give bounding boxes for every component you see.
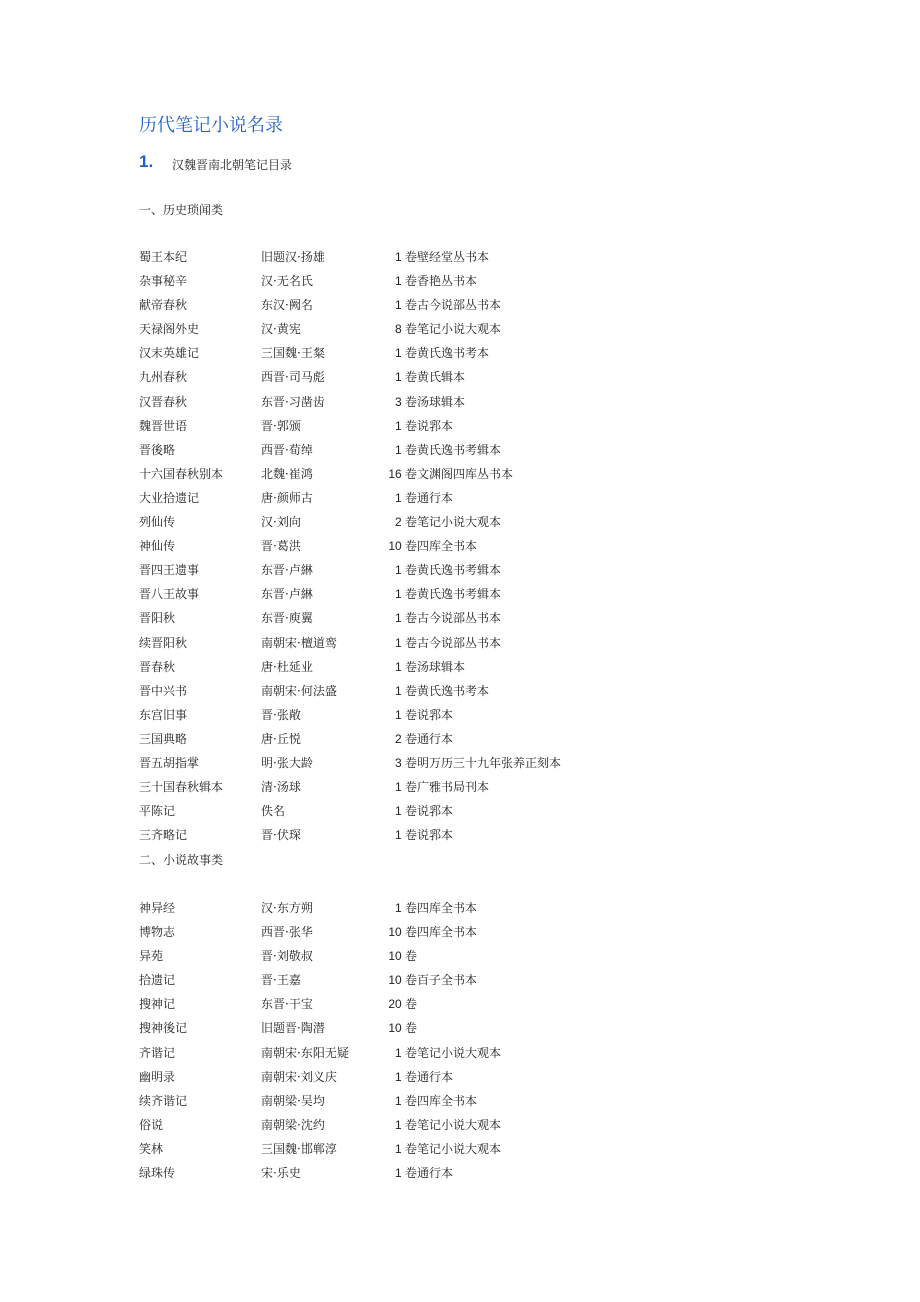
entry-edition: 四库全书本 — [417, 925, 478, 940]
entry-volumes: 1 卷 — [394, 442, 417, 457]
entry-row — [139, 1015, 699, 1039]
entry-volumes: 1 卷 — [394, 611, 417, 626]
entry-title: 晋八王故事 — [139, 587, 200, 602]
entry-title: 晋四王遗事 — [139, 563, 200, 578]
entry-edition: 百子全书本 — [417, 973, 478, 988]
entry-edition: 古今说部丛书本 — [417, 298, 502, 313]
entry-volumes: 1 卷 — [394, 901, 417, 915]
entry-row — [139, 991, 699, 1015]
entry-row — [139, 919, 699, 943]
entry-author: 晋·刘敬叔 — [261, 949, 313, 964]
entry-volumes: 3 卷 — [394, 755, 417, 770]
entry-title: 幽明录 — [139, 1069, 176, 1084]
entry-author: 晋·王嘉 — [261, 973, 301, 988]
entry-author: 南朝梁·沈约 — [261, 1117, 325, 1132]
entry-edition: 通行本 — [417, 1069, 454, 1084]
entry-edition: 古今说部丛书本 — [417, 611, 502, 626]
entry-title: 晋春秋 — [139, 659, 176, 674]
entry-edition: 黄氏逸书考辑本 — [417, 563, 502, 578]
entry-author: 东晋·干宝 — [261, 997, 313, 1012]
entry-row — [139, 485, 699, 509]
entry-volumes: 1 卷 — [394, 780, 417, 795]
entry-volumes: 1 卷 — [394, 418, 417, 433]
entry-title: 续晋阳秋 — [139, 635, 188, 650]
entry-title: 蜀王本纪 — [139, 250, 188, 264]
entry-title: 三国典略 — [139, 731, 188, 746]
entry-title: 东宫旧事 — [139, 707, 188, 722]
entry-author: 南朝宋·东阳无疑 — [261, 1045, 349, 1060]
entry-edition: 笔记小说大观本 — [417, 1117, 502, 1132]
entry-title: 续齐谐记 — [139, 1093, 188, 1108]
entry-author: 南朝宋·刘义庆 — [261, 1069, 337, 1084]
entry-row — [139, 389, 699, 413]
entry-author: 东晋·卢綝 — [261, 563, 313, 578]
entry-edition: 壁经堂丛书本 — [417, 250, 490, 264]
entry-author: 三国魏·王粲 — [261, 346, 325, 361]
entry-title: 神异经 — [139, 901, 176, 915]
entry-edition: 黄氏逸书考辑本 — [417, 587, 502, 602]
entry-volumes: 1 卷 — [394, 828, 417, 843]
entry-edition: 通行本 — [417, 731, 454, 746]
entry-edition: 黄氏辑本 — [417, 370, 466, 385]
entry-title: 平陈记 — [139, 804, 176, 819]
entry-row — [139, 413, 699, 437]
entry-volumes: 10 卷 — [388, 949, 417, 964]
section-heading: 二、小说故事类 — [139, 853, 224, 867]
entry-title: 晋阳秋 — [139, 611, 176, 626]
entry-volumes: 1 卷 — [394, 1093, 417, 1108]
entry-volumes: 10 卷 — [388, 1021, 417, 1036]
entry-row — [139, 605, 699, 629]
entry-author: 三国魏·邯郸淳 — [261, 1141, 337, 1156]
entry-title: 十六国春秋别本 — [139, 466, 224, 481]
entry-volumes: 2 卷 — [394, 731, 417, 746]
entry-edition: 四库全书本 — [417, 901, 478, 915]
entry-edition: 文渊阁四库丛书本 — [417, 466, 514, 481]
entry-author: 东晋·卢綝 — [261, 587, 313, 602]
entry-volumes: 20 卷 — [388, 997, 417, 1012]
entry-edition: 四库全书本 — [417, 1093, 478, 1108]
entry-volumes: 1 卷 — [394, 1141, 417, 1156]
entry-row — [139, 822, 699, 846]
entry-row — [139, 702, 699, 726]
entry-author: 东晋·习凿齿 — [261, 394, 325, 409]
entry-author: 唐·颜师古 — [261, 490, 313, 505]
page-title: 历代笔记小说名录 — [139, 115, 283, 136]
entry-author: 南朝梁·吴均 — [261, 1093, 325, 1108]
entry-volumes: 1 卷 — [394, 298, 417, 313]
entry-row — [139, 654, 699, 678]
entry-author: 晋·张敞 — [261, 707, 301, 722]
entry-row — [139, 1088, 699, 1112]
entry-title: 天禄阁外史 — [139, 322, 200, 337]
entry-volumes: 1 卷 — [394, 346, 417, 361]
entry-list — [139, 244, 699, 846]
entry-row — [139, 461, 699, 485]
entry-volumes: 1 卷 — [394, 250, 417, 264]
entry-title: 齐谐记 — [139, 1045, 176, 1060]
entry-title: 献帝春秋 — [139, 298, 188, 313]
entry-author: 佚名 — [261, 804, 286, 819]
entry-author: 晋·伏琛 — [261, 828, 301, 843]
entry-volumes: 1 卷 — [394, 1069, 417, 1084]
entry-volumes: 2 卷 — [394, 515, 417, 530]
entry-author: 东汉·阙名 — [261, 298, 313, 313]
entry-title: 笑林 — [139, 1141, 164, 1156]
entry-edition: 明万历三十九年张养正刻本 — [417, 755, 562, 770]
entry-title: 三十国春秋辑本 — [139, 780, 224, 795]
entry-title: 搜神记 — [139, 997, 176, 1012]
entry-author: 旧题晋·陶潜 — [261, 1021, 325, 1036]
entry-volumes: 1 卷 — [394, 707, 417, 722]
entry-title: 晋五胡指掌 — [139, 755, 200, 770]
entry-row — [139, 340, 699, 364]
entry-row — [139, 268, 699, 292]
entry-title: 俗说 — [139, 1117, 164, 1132]
entry-row — [139, 557, 699, 581]
entry-author: 清·汤球 — [261, 780, 301, 795]
entry-row — [139, 774, 699, 798]
entry-volumes: 16 卷 — [388, 466, 417, 481]
entry-title: 神仙传 — [139, 539, 176, 554]
entry-volumes: 3 卷 — [394, 394, 417, 409]
entry-row — [139, 678, 699, 702]
entry-row — [139, 364, 699, 388]
entry-edition: 笔记小说大观本 — [417, 515, 502, 530]
entry-row — [139, 244, 699, 268]
entry-row — [139, 798, 699, 822]
entry-edition: 黄氏逸书考辑本 — [417, 442, 502, 457]
entry-title: 晋後略 — [139, 442, 176, 457]
section-heading: 一、历史琐闻类 — [139, 203, 224, 217]
entry-title: 魏晋世语 — [139, 418, 188, 433]
entry-title: 杂事秘辛 — [139, 274, 188, 289]
entry-row — [139, 316, 699, 340]
entry-volumes: 10 卷 — [388, 539, 417, 554]
entry-row — [139, 726, 699, 750]
entry-title: 大业拾遗记 — [139, 490, 200, 505]
entry-edition: 说郛本 — [417, 828, 454, 843]
entry-volumes: 8 卷 — [394, 322, 417, 337]
entry-edition: 黄氏逸书考本 — [417, 346, 490, 361]
entry-row — [139, 1160, 699, 1184]
entry-title: 异苑 — [139, 949, 164, 964]
entry-author: 汉·刘向 — [261, 515, 301, 530]
entry-author: 晋·郭颁 — [261, 418, 301, 433]
entry-row — [139, 437, 699, 461]
entry-title: 汉晋春秋 — [139, 394, 188, 409]
entry-volumes: 1 卷 — [394, 274, 417, 289]
entry-row — [139, 895, 699, 919]
entry-row — [139, 509, 699, 533]
entry-edition: 通行本 — [417, 1166, 454, 1181]
entry-edition: 说郛本 — [417, 804, 454, 819]
entry-edition: 香艳丛书本 — [417, 274, 478, 289]
entry-author: 汉·东方朔 — [261, 901, 313, 915]
entry-edition: 四库全书本 — [417, 539, 478, 554]
chapter-heading-text: 汉魏晋南北朝笔记目录 — [172, 158, 293, 172]
entry-volumes: 1 卷 — [394, 659, 417, 674]
entry-edition: 广雅书局刊本 — [417, 780, 490, 795]
entry-row — [139, 1040, 699, 1064]
entry-edition: 黄氏逸书考本 — [417, 683, 490, 698]
entry-volumes: 1 卷 — [394, 563, 417, 578]
entry-row — [139, 1064, 699, 1088]
entry-title: 拾遗记 — [139, 973, 176, 988]
entry-list — [139, 895, 699, 1184]
entry-author: 南朝宋·何法盛 — [261, 683, 337, 698]
entry-title: 汉末英雄记 — [139, 346, 200, 361]
entry-author: 明·张大龄 — [261, 755, 313, 770]
entry-edition: 通行本 — [417, 490, 454, 505]
entry-title: 博物志 — [139, 925, 176, 940]
entry-author: 汉·无名氏 — [261, 274, 313, 289]
entry-row — [139, 533, 699, 557]
entry-row — [139, 581, 699, 605]
entry-volumes: 10 卷 — [388, 925, 417, 940]
entry-volumes: 1 卷 — [394, 1117, 417, 1132]
entry-volumes: 1 卷 — [394, 635, 417, 650]
entry-title: 九州春秋 — [139, 370, 188, 385]
entry-volumes: 1 卷 — [394, 1045, 417, 1060]
entry-author: 晋·葛洪 — [261, 539, 301, 554]
entry-volumes: 1 卷 — [394, 683, 417, 698]
entry-row — [139, 1136, 699, 1160]
entry-title: 搜神後记 — [139, 1021, 188, 1036]
entry-author: 唐·杜延业 — [261, 659, 313, 674]
entry-title: 晋中兴书 — [139, 683, 188, 698]
entry-volumes: 1 卷 — [394, 1166, 417, 1181]
entry-volumes: 1 卷 — [394, 804, 417, 819]
entry-edition: 汤球辑本 — [417, 659, 466, 674]
entry-volumes: 1 卷 — [394, 490, 417, 505]
entry-author: 旧题汉·扬雄 — [261, 250, 325, 264]
entry-author: 北魏·崔鸿 — [261, 466, 313, 481]
entry-volumes: 1 卷 — [394, 370, 417, 385]
entry-author: 南朝宋·檀道鸾 — [261, 635, 337, 650]
entry-author: 西晋·司马彪 — [261, 370, 325, 385]
entry-author: 宋·乐史 — [261, 1166, 301, 1181]
entry-title: 绿珠传 — [139, 1166, 176, 1181]
entry-author: 西晋·张华 — [261, 925, 313, 940]
entry-volumes: 1 卷 — [394, 587, 417, 602]
entry-row — [139, 967, 699, 991]
entry-title: 三齐略记 — [139, 828, 188, 843]
chapter-number: 1. — [139, 152, 154, 171]
entry-edition: 笔记小说大观本 — [417, 1045, 502, 1060]
entry-volumes: 10 卷 — [388, 973, 417, 988]
entry-author: 汉·黄宪 — [261, 322, 301, 337]
entry-title: 列仙传 — [139, 515, 176, 530]
entry-row — [139, 750, 699, 774]
entry-edition: 汤球辑本 — [417, 394, 466, 409]
entry-row — [139, 1112, 699, 1136]
entry-row — [139, 943, 699, 967]
entry-row — [139, 292, 699, 316]
entry-edition: 笔记小说大观本 — [417, 1141, 502, 1156]
entry-edition: 笔记小说大观本 — [417, 322, 502, 337]
entry-row — [139, 630, 699, 654]
entry-author: 西晋·荀绰 — [261, 442, 313, 457]
entry-author: 唐·丘悦 — [261, 731, 301, 746]
entry-edition: 古今说部丛书本 — [417, 635, 502, 650]
entry-edition: 说郛本 — [417, 707, 454, 722]
entry-edition: 说郛本 — [417, 418, 454, 433]
entry-author: 东晋·庾翼 — [261, 611, 313, 626]
